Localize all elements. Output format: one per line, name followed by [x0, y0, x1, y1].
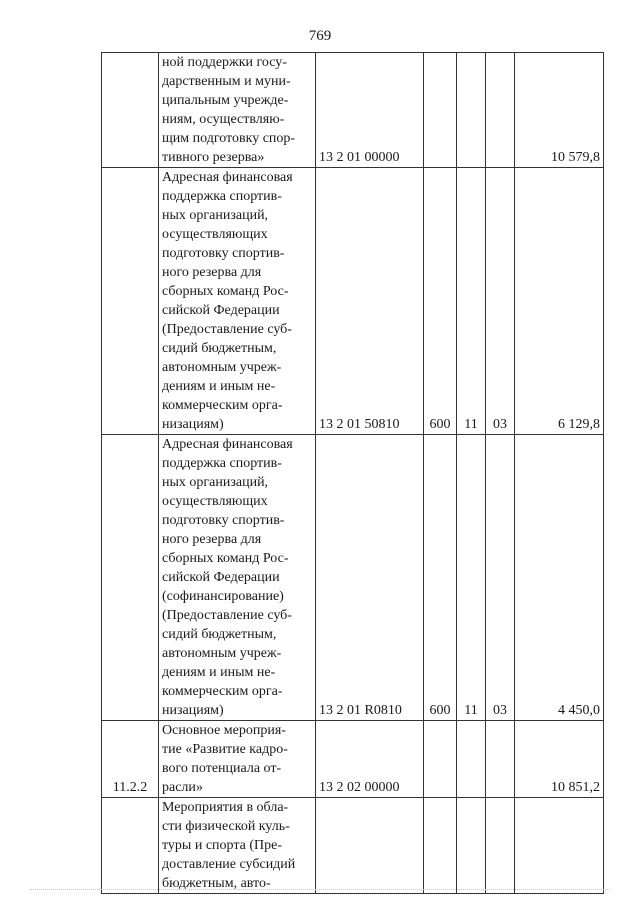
expense-type-cell: 600 [424, 168, 457, 435]
item-name-line: туры и спорта (Пре- [162, 838, 283, 853]
item-name-line: автономным учреж- [162, 360, 282, 375]
item-name-line: коммерческим орга- [162, 398, 283, 413]
section-cell: 11 [457, 435, 486, 721]
item-name-line: щим подготовку спор- [162, 131, 296, 146]
expense-type-cell [424, 721, 457, 798]
row-number-cell [102, 168, 159, 435]
item-name-line: Основное мероприя- [162, 723, 286, 738]
subsection-cell [486, 53, 515, 168]
table-row [102, 798, 604, 894]
item-name-line: сийской Федерации [162, 570, 280, 585]
table-row [102, 53, 604, 168]
item-name-line: автономным учреж- [162, 646, 282, 661]
page-number: 769 [308, 28, 332, 44]
item-name-line: расли» [162, 780, 203, 795]
section-cell [457, 721, 486, 798]
target-code-cell: 13 2 02 00000 [316, 721, 424, 798]
target-code-cell [316, 798, 424, 894]
item-name-line: ного резерва для [162, 265, 262, 280]
budget-table [101, 52, 604, 894]
target-code-cell: 13 2 01 50810 [316, 168, 424, 435]
item-name-line: тие «Развитие кадро- [162, 742, 288, 757]
item-name-line: подготовку спортив- [162, 513, 285, 528]
expense-type-cell [424, 798, 457, 894]
item-name-line: дарственным и муни- [162, 74, 291, 89]
item-name-line: ниям, осуществляю- [162, 112, 285, 127]
subsection-cell: 03 [486, 435, 515, 721]
item-name-line: тивного резерва» [162, 150, 265, 165]
subsection-cell [486, 721, 515, 798]
item-name-cell [159, 798, 316, 894]
item-name-line: низациям) [162, 703, 224, 718]
item-name-line: Мероприятия в обла- [162, 800, 289, 815]
item-name-line: осуществляющих [162, 227, 268, 242]
budget-table-body [102, 53, 604, 894]
item-name-line: коммерческим орга- [162, 684, 283, 699]
item-name-line: ных организаций, [162, 208, 269, 223]
item-name-line: осуществляющих [162, 494, 268, 509]
item-name-line: доставление субсидий [162, 857, 296, 872]
item-name-line: сидий бюджетным, [162, 341, 277, 356]
item-name-line: (Предоставление суб- [162, 608, 292, 623]
amount-cell [515, 798, 604, 894]
section-cell: 11 [457, 168, 486, 435]
table-row [102, 435, 604, 721]
target-code-cell: 13 2 01 R0810 [316, 435, 424, 721]
item-name-line: сидий бюджетным, [162, 627, 277, 642]
row-number-cell [102, 53, 159, 168]
subsection-cell: 03 [486, 168, 515, 435]
subsection-cell [486, 798, 515, 894]
target-code-cell: 13 2 01 00000 [316, 53, 424, 168]
item-name-line: ципальным учрежде- [162, 93, 289, 108]
table-row [102, 168, 604, 435]
item-name-line: (софинансирование) [162, 589, 284, 604]
item-name-line: поддержка спортив- [162, 456, 282, 471]
item-name-line: сборных команд Рос- [162, 284, 289, 299]
item-name-line: вого потенциала от- [162, 761, 282, 776]
amount-cell: 6 129,8 [515, 168, 604, 435]
item-name-line: Адресная финансовая [162, 437, 293, 452]
item-name-line: сти физической куль- [162, 819, 290, 834]
item-name-line: подготовку спортив- [162, 246, 285, 261]
item-name-line: ной поддержки госу- [162, 55, 287, 70]
row-number-cell [102, 798, 159, 894]
item-name-line: Адресная финансовая [162, 170, 293, 185]
item-name-line: бюджетным, авто- [162, 876, 271, 891]
item-name-line: дениям и иным не- [162, 665, 276, 680]
item-name-cell [159, 721, 316, 798]
section-cell [457, 798, 486, 894]
item-name-line: (Предоставление суб- [162, 322, 292, 337]
item-name-line: низациям) [162, 417, 224, 432]
table-row [102, 721, 604, 798]
row-number-cell [102, 435, 159, 721]
item-name-line: поддержка спортив- [162, 189, 282, 204]
scan-artifact-line [30, 889, 610, 891]
item-name-line: сборных команд Рос- [162, 551, 289, 566]
amount-cell: 10 851,2 [515, 721, 604, 798]
amount-cell: 10 579,8 [515, 53, 604, 168]
row-number-cell: 11.2.2 [102, 721, 159, 798]
item-name-line: сийской Федерации [162, 303, 280, 318]
amount-cell: 4 450,0 [515, 435, 604, 721]
item-name-line: ного резерва для [162, 532, 262, 547]
item-name-line: дениям и иным не- [162, 379, 276, 394]
expense-type-cell: 600 [424, 435, 457, 721]
item-name-cell [159, 168, 316, 435]
section-cell [457, 53, 486, 168]
item-name-cell [159, 435, 316, 721]
item-name-line: ных организаций, [162, 475, 269, 490]
expense-type-cell [424, 53, 457, 168]
item-name-cell [159, 53, 316, 168]
